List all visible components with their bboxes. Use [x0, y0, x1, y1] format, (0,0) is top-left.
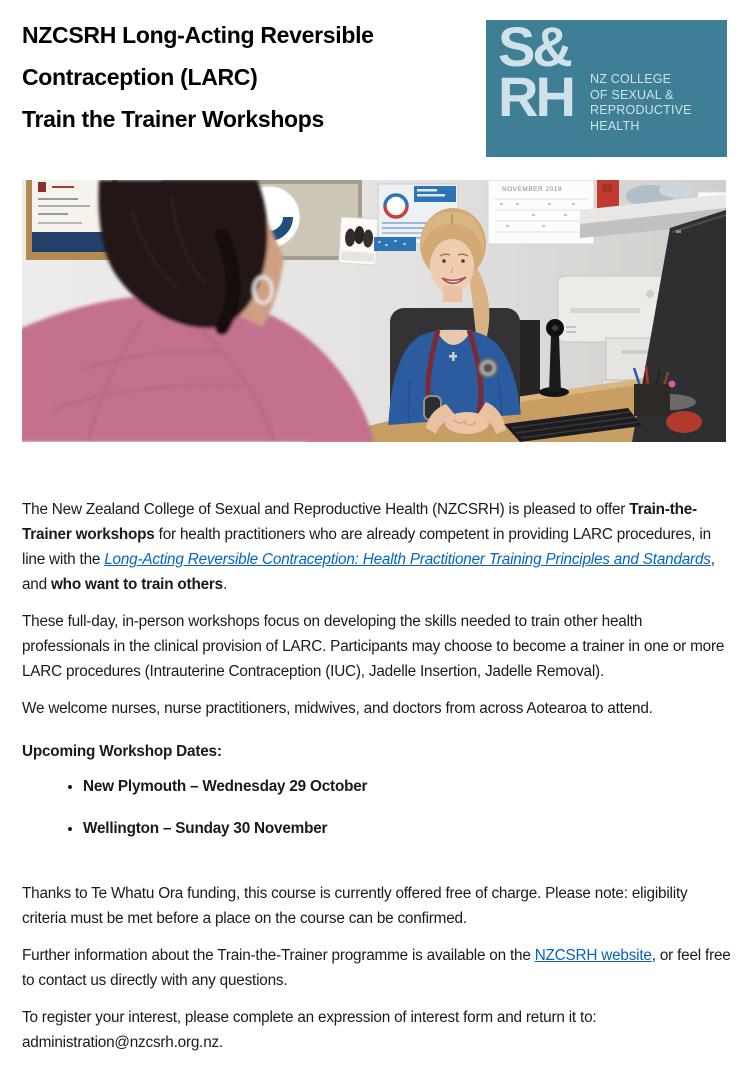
title-line-2: Contraception (LARC) [22, 64, 258, 90]
text-run: Further information about the Train-the-Trainer programme is available on the [22, 947, 535, 964]
logo-acronym [498, 15, 573, 128]
title-line-3: Train the Trainer Workshops [22, 106, 325, 132]
workshop-dates-list [22, 774, 731, 841]
photo-strip [339, 217, 378, 265]
document-header [0, 0, 753, 180]
logo-acronym-line-1: S& [498, 15, 570, 78]
register-paragraph [22, 1005, 731, 1055]
consultation-photo [22, 180, 726, 442]
intro-paragraph [22, 497, 731, 597]
workshop-date: Wellington – Sunday 30 November [83, 820, 328, 837]
logo-org-line: NZ COLLEGE [590, 72, 672, 86]
list-item [83, 774, 731, 799]
logo-org-line: HEALTH [590, 118, 640, 133]
text-run: . [218, 1034, 224, 1051]
further-info-paragraph [22, 943, 731, 993]
wall-calendar [488, 180, 594, 244]
logo-org-line: OF SEXUAL & [590, 87, 674, 102]
email-address: administration@nzcsrh.org.nz [22, 1034, 219, 1051]
training-standards-link[interactable]: Long-Acting Reversible Contraception: Health Practitioner Training Principles and Standards [104, 551, 711, 568]
page-title [22, 14, 374, 140]
dates-heading: Upcoming Workshop Dates: [22, 743, 222, 760]
logo-org-name [590, 72, 692, 134]
text-run: , or feel free to contact us directly with any questions. [22, 947, 731, 989]
workshop-date: New Plymouth – Wednesday 29 October [83, 778, 368, 795]
text-run: To register your interest, please complete an expression of interest form and return it to: [22, 1009, 597, 1026]
pink-object [669, 381, 676, 388]
document-body [0, 442, 753, 1067]
calendar-month-label: NOVEMBER 2019 [502, 186, 562, 193]
blue-banner [374, 237, 416, 251]
welcome-paragraph: We welcome nurses, nurse practitioners, midwives, and doctors from across Aotearoa to attend. [22, 700, 653, 717]
text-run: for health practitioners who are already competent in providing LARC procedures, in line with the [22, 526, 711, 568]
text-run: , and [22, 551, 715, 593]
nzcsrh-website-link[interactable]: NZCSRH website [534, 947, 652, 964]
bold-run: Train-the-Trainer workshops [22, 501, 697, 543]
text-run: The New Zealand College of Sexual and Reproductive Health (NZCSRH) is pleased to offer [22, 501, 630, 518]
workshops-description-paragraph: These full-day, in-person workshops focus on developing the skills needed to train other health professionals in the clinical provision of LARC. Participants may choose to become a trainer in one or more LARC procedures (Intrauterine Contraception (IUC), Jadelle Insertion, Jadelle Removal). [22, 613, 725, 680]
logo-org-line: REPRODUCTIVE [590, 103, 692, 117]
title-line-1: NZCSRH Long-Acting Reversible [22, 22, 374, 48]
list-item [83, 816, 731, 841]
red-object [666, 411, 702, 433]
bold-run: who want to train others [50, 576, 223, 593]
nzcsrh-logo [486, 15, 727, 157]
funding-paragraph: Thanks to Te Whatu Ora funding, this course is currently offered free of charge. Please note: eligibility criteria must be met before a place on the course can be confirmed. [22, 885, 688, 927]
text-run: . [222, 576, 228, 593]
logo-acronym-line-2: RH [498, 65, 573, 128]
